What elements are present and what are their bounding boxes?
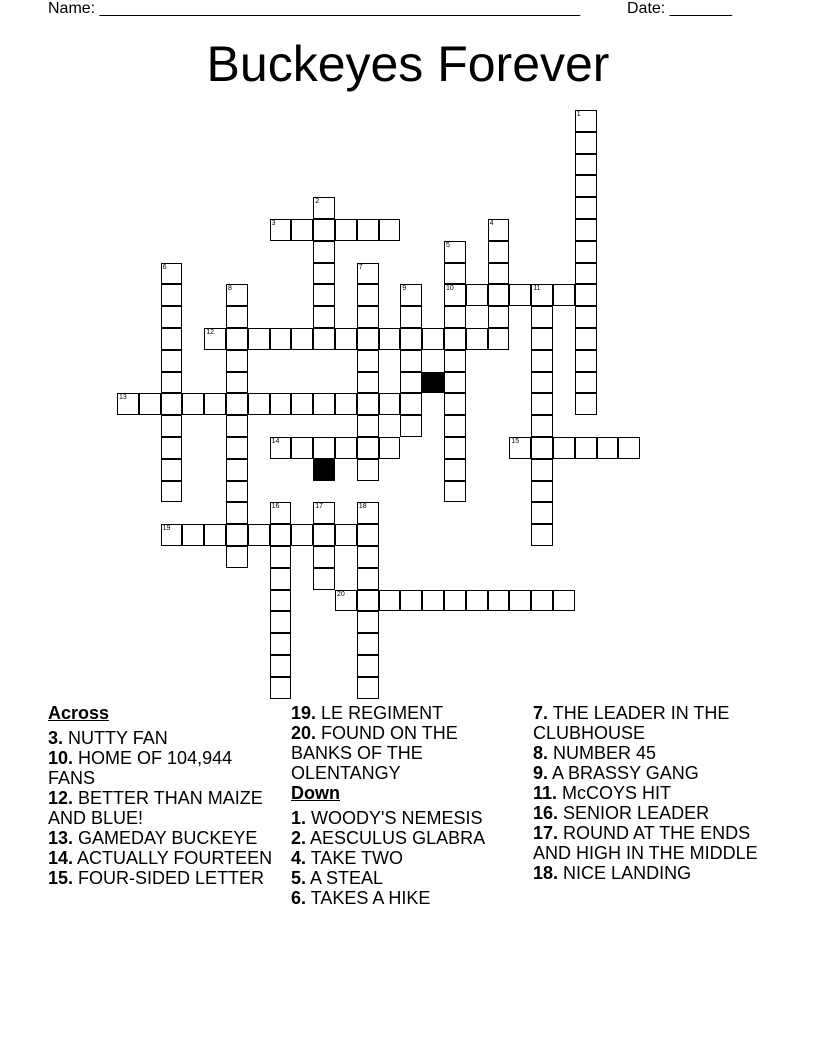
grid-cell[interactable]	[161, 459, 183, 481]
grid-cell[interactable]	[444, 241, 466, 263]
grid-cell[interactable]	[313, 306, 335, 328]
grid-cell[interactable]	[531, 437, 553, 459]
grid-cell[interactable]	[313, 437, 335, 459]
grid-cell[interactable]	[553, 437, 575, 459]
clue-number-label: 4.	[291, 848, 307, 868]
grid-cell[interactable]	[400, 306, 422, 328]
clue-number-label: 12.	[48, 788, 74, 808]
grid-cell[interactable]	[270, 524, 292, 546]
clue-item	[291, 723, 496, 783]
grid-cell[interactable]	[226, 437, 248, 459]
clue-item	[291, 808, 496, 828]
grid-cell[interactable]	[226, 306, 248, 328]
clue-number: 7	[358, 263, 363, 271]
grid-cell[interactable]	[226, 350, 248, 372]
clue-text: GAMEDAY BUCKEYE	[78, 828, 258, 848]
clue-number: 15	[511, 438, 520, 445]
grid-cell[interactable]	[161, 263, 183, 285]
clue-text: A STEAL	[310, 868, 384, 888]
grid-cell[interactable]	[161, 437, 183, 459]
grid-cell[interactable]	[400, 350, 422, 372]
clue-text: WOODY'S NEMESIS	[311, 808, 483, 828]
clue-item	[291, 828, 496, 848]
grid-cell[interactable]	[313, 546, 335, 568]
clue-number: 9	[402, 285, 407, 293]
clue-item	[48, 748, 273, 788]
grid-cell[interactable]	[575, 350, 597, 372]
grid-cell[interactable]	[313, 328, 335, 350]
grid-cell[interactable]	[531, 502, 553, 524]
clue-text: BETTER THAN MAIZE AND BLUE!	[48, 788, 263, 828]
grid-cell[interactable]	[313, 284, 335, 306]
down-heading: Down	[291, 783, 340, 803]
grid-cell[interactable]	[270, 611, 292, 633]
grid-cell[interactable]	[270, 219, 292, 241]
clue-number: 6	[162, 263, 167, 271]
grid-cell[interactable]	[575, 437, 597, 459]
clue-text: ACTUALLY FOURTEEN	[77, 848, 273, 868]
grid-cell[interactable]	[226, 459, 248, 481]
grid-cell[interactable]	[270, 633, 292, 655]
grid-cell[interactable]	[488, 328, 510, 350]
grid-cell[interactable]	[139, 393, 161, 415]
clue-item	[48, 868, 273, 888]
clue-number-label: 16.	[533, 803, 559, 823]
grid-cell[interactable]	[117, 393, 139, 415]
grid-cell[interactable]	[313, 263, 335, 285]
clue-number-label: 15.	[48, 868, 74, 888]
grid-cell[interactable]	[204, 524, 226, 546]
clue-text: McCOYS HIT	[562, 783, 672, 803]
clue-text: A BRASSY GANG	[552, 763, 699, 783]
grid-cell[interactable]	[313, 568, 335, 590]
clue-number-label: 18.	[533, 863, 559, 883]
clue-text: NUMBER 45	[553, 743, 657, 763]
grid-cell[interactable]	[204, 393, 226, 415]
grid-cell[interactable]	[161, 306, 183, 328]
grid-cell[interactable]	[313, 524, 335, 546]
grid-cell[interactable]	[226, 481, 248, 503]
clue-text: HOME OF 104,944 FANS	[48, 748, 233, 788]
grid-cell[interactable]	[466, 590, 488, 612]
grid-cell[interactable]	[161, 481, 183, 503]
grid-cell[interactable]	[357, 372, 379, 394]
clue-number-label: 8.	[533, 743, 549, 763]
grid-cell[interactable]	[357, 655, 379, 677]
grid-cell[interactable]	[313, 393, 335, 415]
grid-cell[interactable]	[248, 524, 270, 546]
clue-number-label: 1.	[291, 808, 307, 828]
grid-cell[interactable]	[270, 502, 292, 524]
grid-cell[interactable]	[291, 437, 313, 459]
grid-cell[interactable]	[575, 197, 597, 219]
grid-cell[interactable]	[400, 328, 422, 350]
grid-cell[interactable]	[509, 437, 531, 459]
clue-number: 1	[576, 111, 581, 118]
grid-cell[interactable]	[553, 284, 575, 306]
grid-cell[interactable]	[444, 415, 466, 437]
clue-number-label: 17.	[533, 823, 559, 843]
grid-cell[interactable]	[270, 546, 292, 568]
grid-cell[interactable]	[379, 328, 401, 350]
clue-text: NICE LANDING	[563, 863, 692, 883]
grid-cell[interactable]	[575, 219, 597, 241]
grid-cell[interactable]	[444, 284, 466, 306]
grid-cell[interactable]	[575, 110, 597, 132]
clue-item	[48, 728, 273, 748]
clue-text: FOUND ON THE BANKS OF THE OLENTANGY	[291, 723, 458, 783]
clue-item	[291, 703, 496, 723]
grid-cell[interactable]	[531, 306, 553, 328]
grid-cell[interactable]	[379, 393, 401, 415]
grid-cell[interactable]	[226, 524, 248, 546]
grid-cell[interactable]	[161, 328, 183, 350]
grid-cell[interactable]	[400, 590, 422, 612]
grid-cell[interactable]	[400, 393, 422, 415]
grid-cell[interactable]	[400, 415, 422, 437]
down-clue-list	[291, 808, 496, 908]
grid-cell[interactable]	[161, 284, 183, 306]
clue-number: 16	[271, 503, 280, 511]
clue-text: LE REGIMENT	[321, 703, 444, 723]
grid-cell[interactable]	[335, 219, 357, 241]
grid-cell[interactable]	[270, 568, 292, 590]
grid-cell[interactable]	[466, 328, 488, 350]
grid-cell[interactable]	[531, 372, 553, 394]
grid-cell[interactable]	[575, 241, 597, 263]
grid-cell[interactable]	[335, 524, 357, 546]
grid-cell[interactable]	[488, 590, 510, 612]
grid-cell[interactable]	[313, 502, 335, 524]
grid-cell[interactable]	[357, 306, 379, 328]
clue-number-label: 3.	[48, 728, 64, 748]
clue-item	[48, 788, 273, 828]
across-clue-list-continued	[291, 703, 496, 783]
grid-cell[interactable]	[357, 590, 379, 612]
grid-cell[interactable]	[597, 437, 619, 459]
grid-cell[interactable]	[226, 372, 248, 394]
grid-cell[interactable]	[161, 415, 183, 437]
grid-cell[interactable]	[400, 372, 422, 394]
clue-number-label: 19.	[291, 703, 317, 723]
grid-cell[interactable]	[575, 263, 597, 285]
grid-cell[interactable]	[270, 590, 292, 612]
grid-cell[interactable]	[488, 241, 510, 263]
grid-cell[interactable]	[357, 568, 379, 590]
grid-cell[interactable]	[357, 502, 379, 524]
clue-number: 4	[489, 220, 494, 227]
grid-cell[interactable]	[335, 590, 357, 612]
clue-number-label: 11.	[533, 783, 558, 803]
grid-cell[interactable]	[575, 175, 597, 197]
clues-column-2	[291, 703, 496, 908]
grid-cell[interactable]	[531, 415, 553, 437]
grid-cell[interactable]	[335, 393, 357, 415]
grid-cell[interactable]	[488, 284, 510, 306]
grid-cell[interactable]	[575, 306, 597, 328]
grid-cell[interactable]	[335, 328, 357, 350]
grid-cell[interactable]	[509, 590, 531, 612]
clue-number-label: 5.	[291, 868, 307, 888]
grid-cell[interactable]	[379, 590, 401, 612]
grid-cell[interactable]	[357, 219, 379, 241]
clue-item	[48, 848, 273, 868]
grid-cell[interactable]	[618, 437, 640, 459]
grid-cell[interactable]	[270, 328, 292, 350]
clue-text: FOUR-SIDED LETTER	[78, 868, 265, 888]
grid-cell[interactable]	[422, 328, 444, 350]
clue-item	[533, 863, 758, 883]
name-field-label: Name: ______________________________________________________	[48, 0, 581, 17]
grid-cell[interactable]	[575, 284, 597, 306]
grid-cell[interactable]	[531, 524, 553, 546]
clues-column-3	[533, 703, 758, 883]
grid-cell[interactable]	[204, 328, 226, 350]
grid-cell[interactable]	[226, 415, 248, 437]
clue-number-label: 10.	[48, 748, 74, 768]
grid-cell[interactable]	[357, 415, 379, 437]
grid-cell[interactable]	[444, 350, 466, 372]
grid-cell[interactable]	[291, 328, 313, 350]
grid-cell[interactable]	[226, 546, 248, 568]
grid-cell[interactable]	[466, 284, 488, 306]
grid-cell[interactable]	[488, 263, 510, 285]
clue-item	[291, 888, 496, 908]
clue-item	[291, 848, 496, 868]
clue-number-label: 9.	[533, 763, 549, 783]
grid-cell[interactable]	[444, 459, 466, 481]
grid-cell[interactable]	[357, 633, 379, 655]
clue-text: SENIOR LEADER	[563, 803, 710, 823]
grid-cell[interactable]	[400, 284, 422, 306]
clue-text: AESCULUS GLABRA	[310, 828, 486, 848]
grid-cell[interactable]	[182, 393, 204, 415]
date-field-label: Date: _______	[627, 0, 732, 17]
clue-item	[533, 703, 758, 743]
across-clue-list	[48, 728, 273, 888]
grid-cell[interactable]	[357, 677, 379, 699]
clue-number: 20	[337, 590, 345, 598]
grid-cell[interactable]	[335, 437, 357, 459]
clue-number: 12	[206, 329, 214, 336]
grid-cell[interactable]	[531, 350, 553, 372]
clue-number-label: 7.	[533, 703, 549, 723]
grid-cell[interactable]	[379, 219, 401, 241]
grid-cell[interactable]	[357, 524, 379, 546]
grid-cell[interactable]	[444, 590, 466, 612]
clue-number: 5	[446, 241, 450, 249]
grid-cell[interactable]	[248, 328, 270, 350]
clue-text: THE LEADER IN THE CLUBHOUSE	[533, 703, 730, 743]
across-heading: Across	[48, 703, 110, 723]
grid-cell[interactable]	[575, 132, 597, 154]
grid-cell[interactable]	[444, 372, 466, 394]
grid-cell[interactable]	[444, 481, 466, 503]
clue-text: ROUND AT THE ENDS AND HIGH IN THE MIDDLE	[533, 823, 758, 863]
grid-cell[interactable]	[575, 154, 597, 176]
grid-cell[interactable]	[531, 393, 553, 415]
black-cell	[313, 459, 335, 481]
black-cell	[422, 372, 444, 394]
clue-text: NUTTY FAN	[68, 728, 168, 748]
grid-cell[interactable]	[531, 459, 553, 481]
grid-cell[interactable]	[553, 590, 575, 612]
grid-cell[interactable]	[357, 350, 379, 372]
grid-cell[interactable]	[422, 590, 444, 612]
grid-cell[interactable]	[379, 437, 401, 459]
grid-cell[interactable]	[357, 546, 379, 568]
grid-cell[interactable]	[575, 393, 597, 415]
clue-item	[533, 823, 758, 863]
grid-cell[interactable]	[531, 284, 553, 306]
grid-cell[interactable]	[226, 502, 248, 524]
grid-cell[interactable]	[291, 524, 313, 546]
grid-cell[interactable]	[444, 437, 466, 459]
grid-cell[interactable]	[161, 524, 183, 546]
grid-cell[interactable]	[444, 328, 466, 350]
clue-item	[533, 743, 758, 763]
grid-cell[interactable]	[226, 328, 248, 350]
grid-cell[interactable]	[531, 481, 553, 503]
clue-number-label: 13.	[48, 828, 74, 848]
clue-text: TAKES A HIKE	[310, 888, 431, 908]
clue-number: 2	[315, 198, 320, 206]
clue-item	[291, 868, 496, 888]
clue-item	[48, 828, 273, 848]
grid-cell[interactable]	[357, 393, 379, 415]
clues-column-1	[48, 703, 273, 888]
clue-item	[533, 803, 758, 823]
grid-cell[interactable]	[313, 219, 335, 241]
clue-number-label: 14.	[48, 848, 74, 868]
clue-item	[533, 763, 758, 783]
grid-cell[interactable]	[488, 306, 510, 328]
clue-number: 3	[271, 220, 276, 227]
grid-cell[interactable]	[270, 655, 292, 677]
grid-cell[interactable]	[509, 284, 531, 306]
grid-cell[interactable]	[357, 437, 379, 459]
grid-cell[interactable]	[444, 306, 466, 328]
clue-item	[533, 783, 758, 803]
grid-cell[interactable]	[270, 437, 292, 459]
grid-cell[interactable]	[313, 197, 335, 219]
grid-cell[interactable]	[444, 393, 466, 415]
grid-cell[interactable]	[531, 590, 553, 612]
grid-cell[interactable]	[270, 393, 292, 415]
grid-cell[interactable]	[575, 372, 597, 394]
down-clue-list-continued	[533, 703, 758, 883]
clue-number-label: 6.	[291, 888, 307, 908]
grid-cell[interactable]	[357, 459, 379, 481]
clue-number: 10	[446, 285, 454, 293]
clue-number: 19	[162, 525, 171, 533]
grid-cell[interactable]	[488, 219, 510, 241]
grid-cell[interactable]	[357, 284, 379, 306]
clue-number: 11	[533, 285, 541, 293]
grid-cell[interactable]	[357, 328, 379, 350]
grid-cell[interactable]	[182, 524, 204, 546]
grid-cell[interactable]	[248, 393, 270, 415]
clue-number: 18	[358, 503, 367, 511]
grid-cell[interactable]	[357, 263, 379, 285]
grid-cell[interactable]	[531, 328, 553, 350]
grid-cell[interactable]	[357, 611, 379, 633]
clue-number: 8	[228, 285, 232, 293]
grid-cell[interactable]	[313, 241, 335, 263]
clue-number: 13	[119, 394, 127, 402]
clue-number: 17	[315, 503, 323, 511]
page-title: Buckeyes Forever	[206, 36, 610, 92]
clue-number: 14	[271, 438, 280, 445]
clue-text: TAKE TWO	[310, 848, 404, 868]
grid-cell[interactable]	[270, 677, 292, 699]
grid-cell[interactable]	[226, 393, 248, 415]
clue-number-label: 20.	[291, 723, 317, 743]
clue-number-label: 2.	[291, 828, 307, 848]
grid-cell[interactable]	[161, 393, 183, 415]
grid-cell[interactable]	[444, 263, 466, 285]
grid-cell[interactable]	[226, 284, 248, 306]
grid-cell[interactable]	[575, 328, 597, 350]
grid-cell[interactable]	[291, 219, 313, 241]
grid-cell[interactable]	[291, 393, 313, 415]
grid-cell[interactable]	[161, 350, 183, 372]
grid-cell[interactable]	[161, 372, 183, 394]
